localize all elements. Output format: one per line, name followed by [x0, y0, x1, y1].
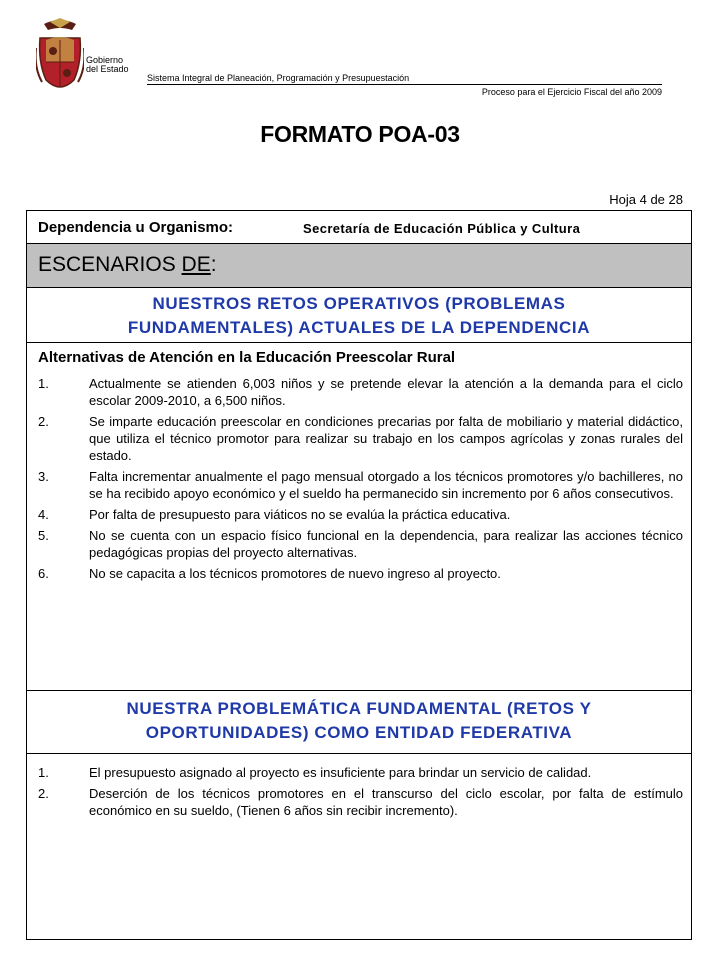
- dependencia-label: Dependencia u Organismo:: [38, 219, 234, 236]
- page-indicator: Hoja 4 de 28: [609, 192, 683, 207]
- escenarios-prefix: ESCENARIOS: [38, 253, 182, 276]
- item-text: No se cuenta con un espacio físico funcional en la dependencia, para realizar las acciones técnico pedagógicas propias del proyecto alternativas.: [89, 528, 683, 560]
- gobierno-label: [86, 56, 129, 74]
- item-text: Falta incrementar anualmente el pago mensual otorgado a los técnicos promotores y/o bachilleres, no se ha recibido apoyo económico y el sueldo ha permanecido sin incremento por 6 años consecutivos.: [89, 469, 683, 501]
- section1-header-line2: FUNDAMENTALES) ACTUALES DE LA DEPENDENCIA: [127, 318, 591, 337]
- section2-header: [27, 691, 691, 754]
- escenarios-label: [38, 253, 217, 277]
- section2-header-line1: NUESTRA PROBLEMÁTICA FUNDAMENTAL (RETOS Y: [126, 699, 592, 718]
- section1-list: [38, 375, 683, 586]
- item-number: 2.: [38, 786, 49, 801]
- item-text: El presupuesto asignado al proyecto es insuficiente para brindar un servicio de calidad.: [89, 765, 592, 780]
- section2-list: [38, 764, 683, 823]
- section1-subtitle: Alternativas de Atención en la Educación Preescolar Rural: [38, 349, 456, 366]
- item-number: 4.: [38, 507, 49, 522]
- list-item: [38, 764, 683, 781]
- item-number: 2.: [38, 414, 49, 429]
- system-name: Sistema Integral de Planeación, Programación y Presupuestación: [147, 73, 410, 83]
- item-number: 3.: [38, 469, 49, 484]
- list-item: [38, 506, 683, 523]
- header-divider: [147, 84, 662, 85]
- dependencia-value: Secretaría de Educación Pública y Cultura: [303, 221, 581, 236]
- item-text: Deserción de los técnicos promotores en el transcurso del ciclo escolar, por falta de estímulo económico en su sueldo, (Tienen 6 años sin recibir incremento).: [89, 786, 683, 818]
- list-item: [38, 468, 683, 502]
- item-text: Actualmente se atienden 6,003 niños y se pretende elevar la atención a la demanda para el ciclo escolar 2009-2010, a 6,500 niños.: [89, 376, 683, 408]
- item-number: 5.: [38, 528, 49, 543]
- gobierno-line2: del Estado: [86, 64, 129, 74]
- escenarios-row: [27, 244, 691, 288]
- section2-body: [27, 754, 691, 939]
- list-item: [38, 527, 683, 561]
- item-text: Se imparte educación preescolar en condiciones precarias por falta de mobiliario y material didáctico, que utiliza el técnico promotor para realizar su trabajo en los campos agrícolas y zonas rurales del estado.: [89, 414, 683, 463]
- process-year: Proceso para el Ejercicio Fiscal del año 2009: [481, 87, 662, 97]
- item-text: Por falta de presupuesto para viáticos no se evalúa la práctica educativa.: [89, 507, 511, 522]
- item-number: 1.: [38, 765, 49, 780]
- list-item: [38, 565, 683, 582]
- dependencia-row: [27, 211, 691, 244]
- list-item: [38, 413, 683, 464]
- page-title: FORMATO POA-03: [260, 121, 460, 147]
- section1-header-line1: NUESTROS RETOS OPERATIVOS (PROBLEMAS: [152, 294, 566, 313]
- form-frame: [26, 210, 692, 940]
- item-number: 6.: [38, 566, 49, 581]
- section2-header-line2: OPORTUNIDADES) COMO ENTIDAD FEDERATIVA: [145, 723, 573, 742]
- escenarios-suffix: :: [210, 253, 217, 276]
- gobierno-line1: Gobierno: [86, 55, 124, 65]
- list-item: [38, 785, 683, 819]
- list-item: [38, 375, 683, 409]
- section1-body: [27, 343, 691, 691]
- item-text: No se capacita a los técnicos promotores de nuevo ingreso al proyecto.: [89, 566, 501, 581]
- item-number: 1.: [38, 376, 49, 391]
- escenarios-underlined: DE: [181, 253, 211, 276]
- section1-header: [27, 288, 691, 343]
- state-seal-logo: [36, 18, 84, 96]
